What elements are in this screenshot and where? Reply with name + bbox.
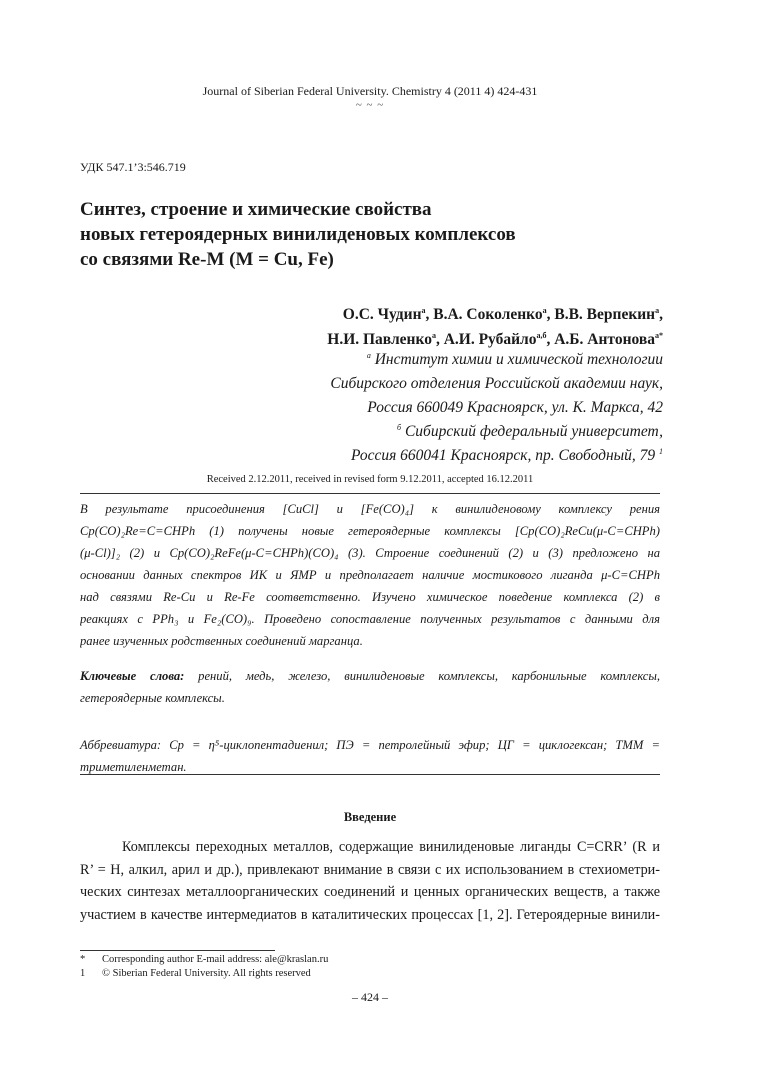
abbreviations — [80, 734, 660, 778]
footnote-mark: * — [80, 954, 86, 965]
affiliations — [330, 348, 663, 468]
affiliation-line — [330, 348, 663, 372]
author-affil-mark: а — [542, 305, 547, 315]
footnote-text: © Siberian Federal University. All rights reserved — [102, 968, 311, 979]
keywords-line: гетероядерные комплексы. — [80, 691, 225, 705]
page-number: – 424 – — [352, 990, 388, 1004]
author-line — [327, 302, 663, 327]
author-name: , А.Б. Антонова — [546, 331, 655, 348]
abstract-top-rule — [80, 493, 660, 494]
affiliation-mark: а — [366, 350, 371, 360]
author-name: , В.А. Соколенко — [425, 306, 543, 323]
title-line: Синтез, строение и химические свойства — [80, 199, 432, 220]
author-separator: , — [659, 306, 663, 323]
article-title — [80, 197, 640, 272]
affiliation-line: Россия 660049 Красноярск, ул. К. Маркса, 42 — [367, 399, 663, 416]
body-line: участием в качестве интермедиатов в каталитических процессах [1, 2]. Гетероядерные винили- — [80, 906, 660, 923]
body-line: Комплексы переходных металлов, содержащие винилиденовые лиганды C=CRR’ (R и — [122, 839, 660, 855]
footnote — [80, 967, 328, 981]
abbreviations-line: триметиленметан. — [80, 760, 187, 774]
received-dates: Received 2.12.2011, received in revised form 9.12.2011, accepted 16.12.2011 — [206, 474, 534, 485]
author-affil-mark: а — [431, 330, 436, 340]
title-line: со связями Re-M (M = Cu, Fe) — [80, 249, 334, 270]
abstract-line: над связями Re-Cu и Re-Fe соответственно. Изучено химическое поведение комплекса (2) в — [80, 590, 660, 604]
abstract-bottom-rule — [80, 774, 660, 775]
author-name: Н.И. Павленко — [327, 331, 432, 348]
author-name: О.С. Чудин — [342, 306, 422, 323]
footnote-mark: 1 — [659, 446, 663, 456]
affiliation-text: Институт химии и химической технологии — [370, 351, 663, 368]
abstract-line: основании данных спектров ИК и ЯМР и предполагает наличие мостикового лиганда μ-C=CHPh — [80, 568, 660, 582]
header-ornament: ~ ~ ~ — [355, 99, 385, 111]
footnote-rule — [80, 950, 275, 951]
abstract-line: (μ-Cl)]₂ (2) и Cp(CO)₂ReFe(μ-C=CHPh)(CO)₄ (3). Строение соединений (2) и (3) предложено на — [80, 546, 660, 560]
section-heading: Введение — [343, 810, 397, 824]
abstract-line: ранее изученных родственных соединений марганца. — [80, 634, 363, 648]
abbreviations-line: Аббревиатура: Cp = η⁵-циклопентадиенил; ПЭ = петролейный эфир; ЦГ = циклогексан; ТММ = — [80, 738, 660, 752]
abstract-line: Cp(CO)₂Re=C=CHPh (1) получены новые гетероядерные комплексы [Cp(CO)₂ReCu(μ-C=CHPh) — [80, 524, 660, 538]
abstract — [80, 498, 660, 652]
keywords — [80, 665, 660, 709]
footnote — [80, 953, 328, 967]
footnote-mark: 1 — [80, 968, 86, 979]
footnotes — [80, 953, 328, 981]
keywords-label: Ключевые слова: — [80, 669, 185, 683]
author-name: , В.В. Верпекин — [546, 306, 656, 323]
body-text — [80, 836, 660, 926]
author-list — [327, 302, 663, 352]
body-line: ческих синтезах металлоорганических соединений и ценных органических веществ, а также — [80, 884, 660, 900]
abstract-line: В результате присоединения [CuCl] и [Fe(CO)₄] к винилиденовому комплексу рения — [80, 502, 660, 516]
keywords-text: рений, медь, железо, винилиденовые комплексы, карбонильные комплексы, — [184, 669, 661, 683]
keywords-line — [80, 665, 660, 687]
affiliation-text: Россия 660041 Красноярск, пр. Свободный, 79 — [350, 447, 656, 464]
author-name: , А.И. Рубайло — [435, 331, 537, 348]
author-affil-mark: а,б — [536, 330, 547, 340]
affiliation-text: Сибирский федеральный университет, — [401, 423, 663, 440]
affiliation-mark: б — [397, 422, 402, 432]
udk-code: УДК 547.1’3:546.719 — [80, 160, 186, 174]
author-affil-mark: а — [655, 305, 660, 315]
footnote-text: Corresponding author E-mail address: ale@kraslan.ru — [102, 954, 329, 965]
author-affil-mark: а* — [655, 330, 663, 340]
abstract-line: реакциях с PPh₃ и Fe₂(CO)₉. Проведено сопоставление полученных результатов с данными для — [80, 612, 660, 626]
affiliation-line — [330, 420, 663, 444]
author-affil-mark: а — [421, 305, 426, 315]
body-line: R’ = H, алкил, арил и др.), привлекают внимание в связи с их использованием в стехиометри- — [80, 861, 660, 878]
title-line: новых гетероядерных винилиденовых комплексов — [80, 224, 516, 245]
affiliation-line: Сибирского отделения Российской академии наук, — [330, 375, 663, 392]
journal-header: Journal of Siberian Federal University. Chemistry 4 (2011 4) 424-431 — [202, 84, 538, 98]
affiliation-line — [330, 444, 663, 468]
